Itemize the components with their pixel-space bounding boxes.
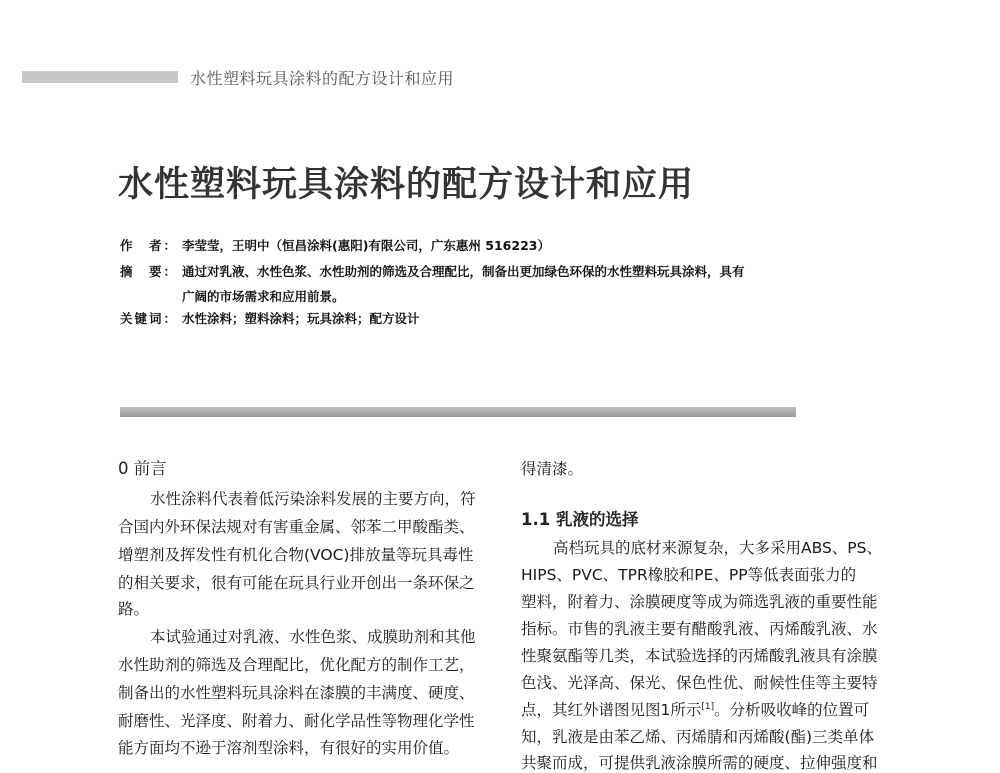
authors-text: 李莹莹，王明中（恒昌涂料(惠阳)有限公司，广东惠州 516223） [182, 238, 550, 253]
body-line: 制备出的水性塑料玩具涂料在漆膜的丰满度、硬度、 [118, 684, 475, 702]
body-line: 路。 [118, 600, 150, 618]
body-line: 的相关要求，很有可能在玩具行业开创出一条环保之 [118, 574, 475, 592]
keywords-label: 关键词： [120, 311, 179, 326]
body-line: 共聚而成，可提供乳液涂膜所需的硬度、拉伸强度和 [521, 754, 878, 772]
abstract-text-2: 广阔的市场需求和应用前景。 [182, 289, 345, 304]
body-line: 得清漆。 [521, 460, 584, 478]
body-line: 合国内外环保法规对有害重金属、邻苯二甲酸酯类、 [118, 518, 475, 536]
body-line: 本试验通过对乳液、水性色浆、成膜助剂和其他 [150, 628, 476, 646]
body-line: 增塑剂及挥发性有机化合物(VOC)排放量等玩具毒性 [118, 546, 474, 564]
abstract-row-2 [182, 287, 345, 305]
body-line: 指标。市售的乳液主要有醋酸乳液、丙烯酸乳液、水 [521, 620, 878, 638]
body-line: 耐磨性、光泽度、附着力、耐化学品性等物理化学性 [118, 712, 475, 730]
body-line: 高档玩具的底材来源复杂，大多采用ABS、PS、 [553, 539, 882, 557]
body-line: 能方面均不逊于溶剂型涂料，有很好的实用价值。 [118, 739, 460, 757]
section-heading-preface: 0 前言 [118, 459, 167, 478]
abstract-text-1: 通过对乳液、水性色浆、水性助剂的筛选及合理配比，制备出更加绿色环保的水性塑料玩具涂料，具有 [182, 264, 745, 279]
authors-label: 作 者： [120, 238, 179, 253]
article-title: 水性塑料玩具涂料的配方设计和应用 [118, 165, 695, 205]
body-line: 塑料，附着力、涂膜硬度等成为筛选乳液的重要性能 [521, 593, 878, 611]
body-line: 水性助剂的筛选及合理配比，优化配方的制作工艺， [118, 656, 475, 674]
authors-row [120, 236, 550, 254]
section-divider [120, 407, 796, 417]
citation-ref: [1] [701, 701, 715, 712]
body-line-text: 点，其红外谱图见图1所示 [521, 701, 702, 719]
body-line: HIPS、PVC、TPR橡胶和PE、PP等低表面张力的 [521, 566, 857, 584]
body-line: 性聚氨酯等几类，本试验选择的丙烯酸乳液具有涂膜 [521, 647, 878, 665]
body-line [521, 698, 869, 720]
abstract-row [120, 262, 745, 280]
section-heading-emulsion: 1.1 乳液的选择 [521, 510, 639, 529]
running-head: 水性塑料玩具涂料的配方设计和应用 [190, 69, 455, 88]
body-line: 水性涂料代表着低污染涂料发展的主要方向，符 [150, 490, 476, 508]
body-line: 知，乳液是由苯乙烯、丙烯腈和丙烯酸(酯)三类单体 [521, 728, 875, 746]
body-line-tail: 。分析吸收峰的位置可 [714, 701, 870, 719]
keywords-row [120, 309, 420, 327]
header-bar [22, 71, 178, 83]
keywords-text: 水性涂料；塑料涂料；玩具涂料；配方设计 [182, 311, 420, 326]
abstract-label: 摘 要： [120, 264, 179, 279]
body-line: 色浅、光泽高、保光、保色性优、耐候性佳等主要特 [521, 674, 878, 692]
